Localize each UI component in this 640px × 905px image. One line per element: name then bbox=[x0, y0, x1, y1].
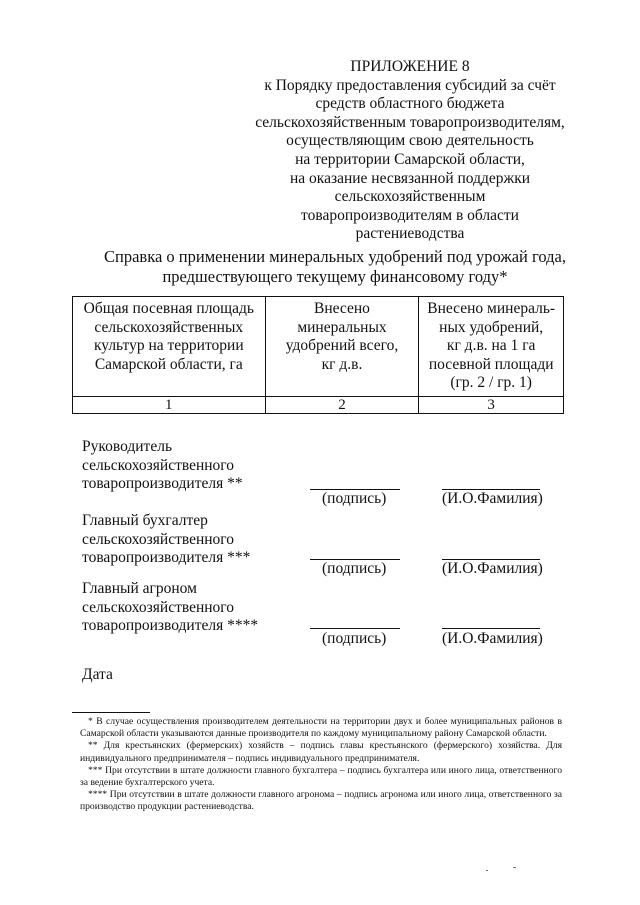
appendix-header bbox=[230, 58, 590, 244]
footnote: ** Для крестьянских (фермерских) хозяйств – подпись главы крестьянского (фермерского) хозяйства. Для индивидуального предпринимателя – подпись индивидуального предпринимателя. bbox=[80, 740, 562, 764]
name-line bbox=[442, 628, 540, 629]
role-line: сельскохозяйственного bbox=[82, 530, 235, 548]
role-line: Главный агроном bbox=[82, 580, 197, 597]
document-title bbox=[40, 247, 630, 287]
footnote: * В случае осуществления производителем деятельности на территории двух и более муниципальных районов в Самарской области указываются данные производителя по каждому муниципальному району Самарской области. bbox=[80, 716, 562, 740]
header-line: сельскохозяйственным товаропроизводителям, bbox=[255, 113, 565, 131]
footnotes bbox=[80, 716, 562, 814]
signature-line bbox=[310, 628, 400, 629]
date-label: Дата bbox=[82, 666, 113, 683]
column-header-sown-area: Общая посевная площадь сельскохозяйственных культур на территории Самарской области, га bbox=[73, 297, 266, 397]
role-line: товаропроизводителя *** bbox=[82, 549, 251, 567]
fertilizer-table bbox=[72, 296, 564, 414]
header-line: растениеводства bbox=[355, 225, 465, 243]
column-number: 2 bbox=[265, 396, 419, 413]
role-line: сельскохозяйственного bbox=[82, 456, 235, 474]
signature-block-head bbox=[82, 438, 552, 518]
header-line: к Порядку предоставления субсидий за счёт bbox=[264, 76, 556, 94]
name-caption: (И.О.Фамилия) bbox=[442, 560, 543, 577]
table-header-row bbox=[73, 297, 564, 397]
header-line: осуществляющим свою деятельность bbox=[286, 132, 534, 150]
column-header-fertilizer-per-ha: Внесено минераль- ных удобрений, кг д.в. на 1 га посевной площади (гр. 2 / гр. 1) bbox=[419, 297, 564, 397]
column-number: 3 bbox=[419, 396, 564, 413]
table-number-row bbox=[73, 396, 564, 413]
footnote: **** При отсутствии в штате должности главного агронома – подпись агронома или иного лица, ответственного за производство продукции растениеводства. bbox=[80, 789, 562, 813]
column-number: 1 bbox=[73, 396, 266, 413]
role-line: товаропроизводителя ** bbox=[82, 475, 243, 493]
signature-caption: (подпись) bbox=[322, 490, 387, 507]
role-line: Руководитель bbox=[82, 438, 173, 455]
role-line: товаропроизводителя **** bbox=[82, 617, 259, 635]
footnote: *** При отсутствии в штате должности главного бухгалтера – подпись бухгалтера или иного лица, ответственного за ведение бухгалтерского учета. bbox=[80, 764, 562, 789]
title-line: Справка о применении минеральных удобрений под урожай года, bbox=[104, 247, 566, 266]
header-line: средств областного бюджета bbox=[315, 95, 505, 113]
scan-speck bbox=[513, 867, 516, 868]
name-caption: (И.О.Фамилия) bbox=[442, 490, 543, 507]
signature-caption: (подпись) bbox=[322, 630, 387, 647]
signature-block-agronomist bbox=[82, 580, 552, 660]
title-line: предшествующего текущему финансовому году* bbox=[162, 267, 508, 286]
header-line: товаропроизводителям в области bbox=[301, 206, 519, 224]
header-line: на территории Самарской области, bbox=[295, 150, 525, 168]
signature-caption: (подпись) bbox=[322, 560, 387, 577]
column-header-fertilizer-total: Внесено минеральных удобрений всего, кг д.в. bbox=[265, 297, 419, 397]
scan-speck bbox=[486, 870, 488, 871]
header-line: сельскохозяйственным bbox=[334, 188, 486, 206]
footnote-divider bbox=[72, 712, 150, 713]
role-line: сельскохозяйственного bbox=[82, 598, 235, 616]
name-caption: (И.О.Фамилия) bbox=[442, 630, 543, 647]
appendix-title: ПРИЛОЖЕНИЕ 8 bbox=[350, 58, 470, 75]
role-line: Главный бухгалтер bbox=[82, 512, 208, 529]
header-line: на оказание несвязанной поддержки bbox=[289, 169, 531, 187]
